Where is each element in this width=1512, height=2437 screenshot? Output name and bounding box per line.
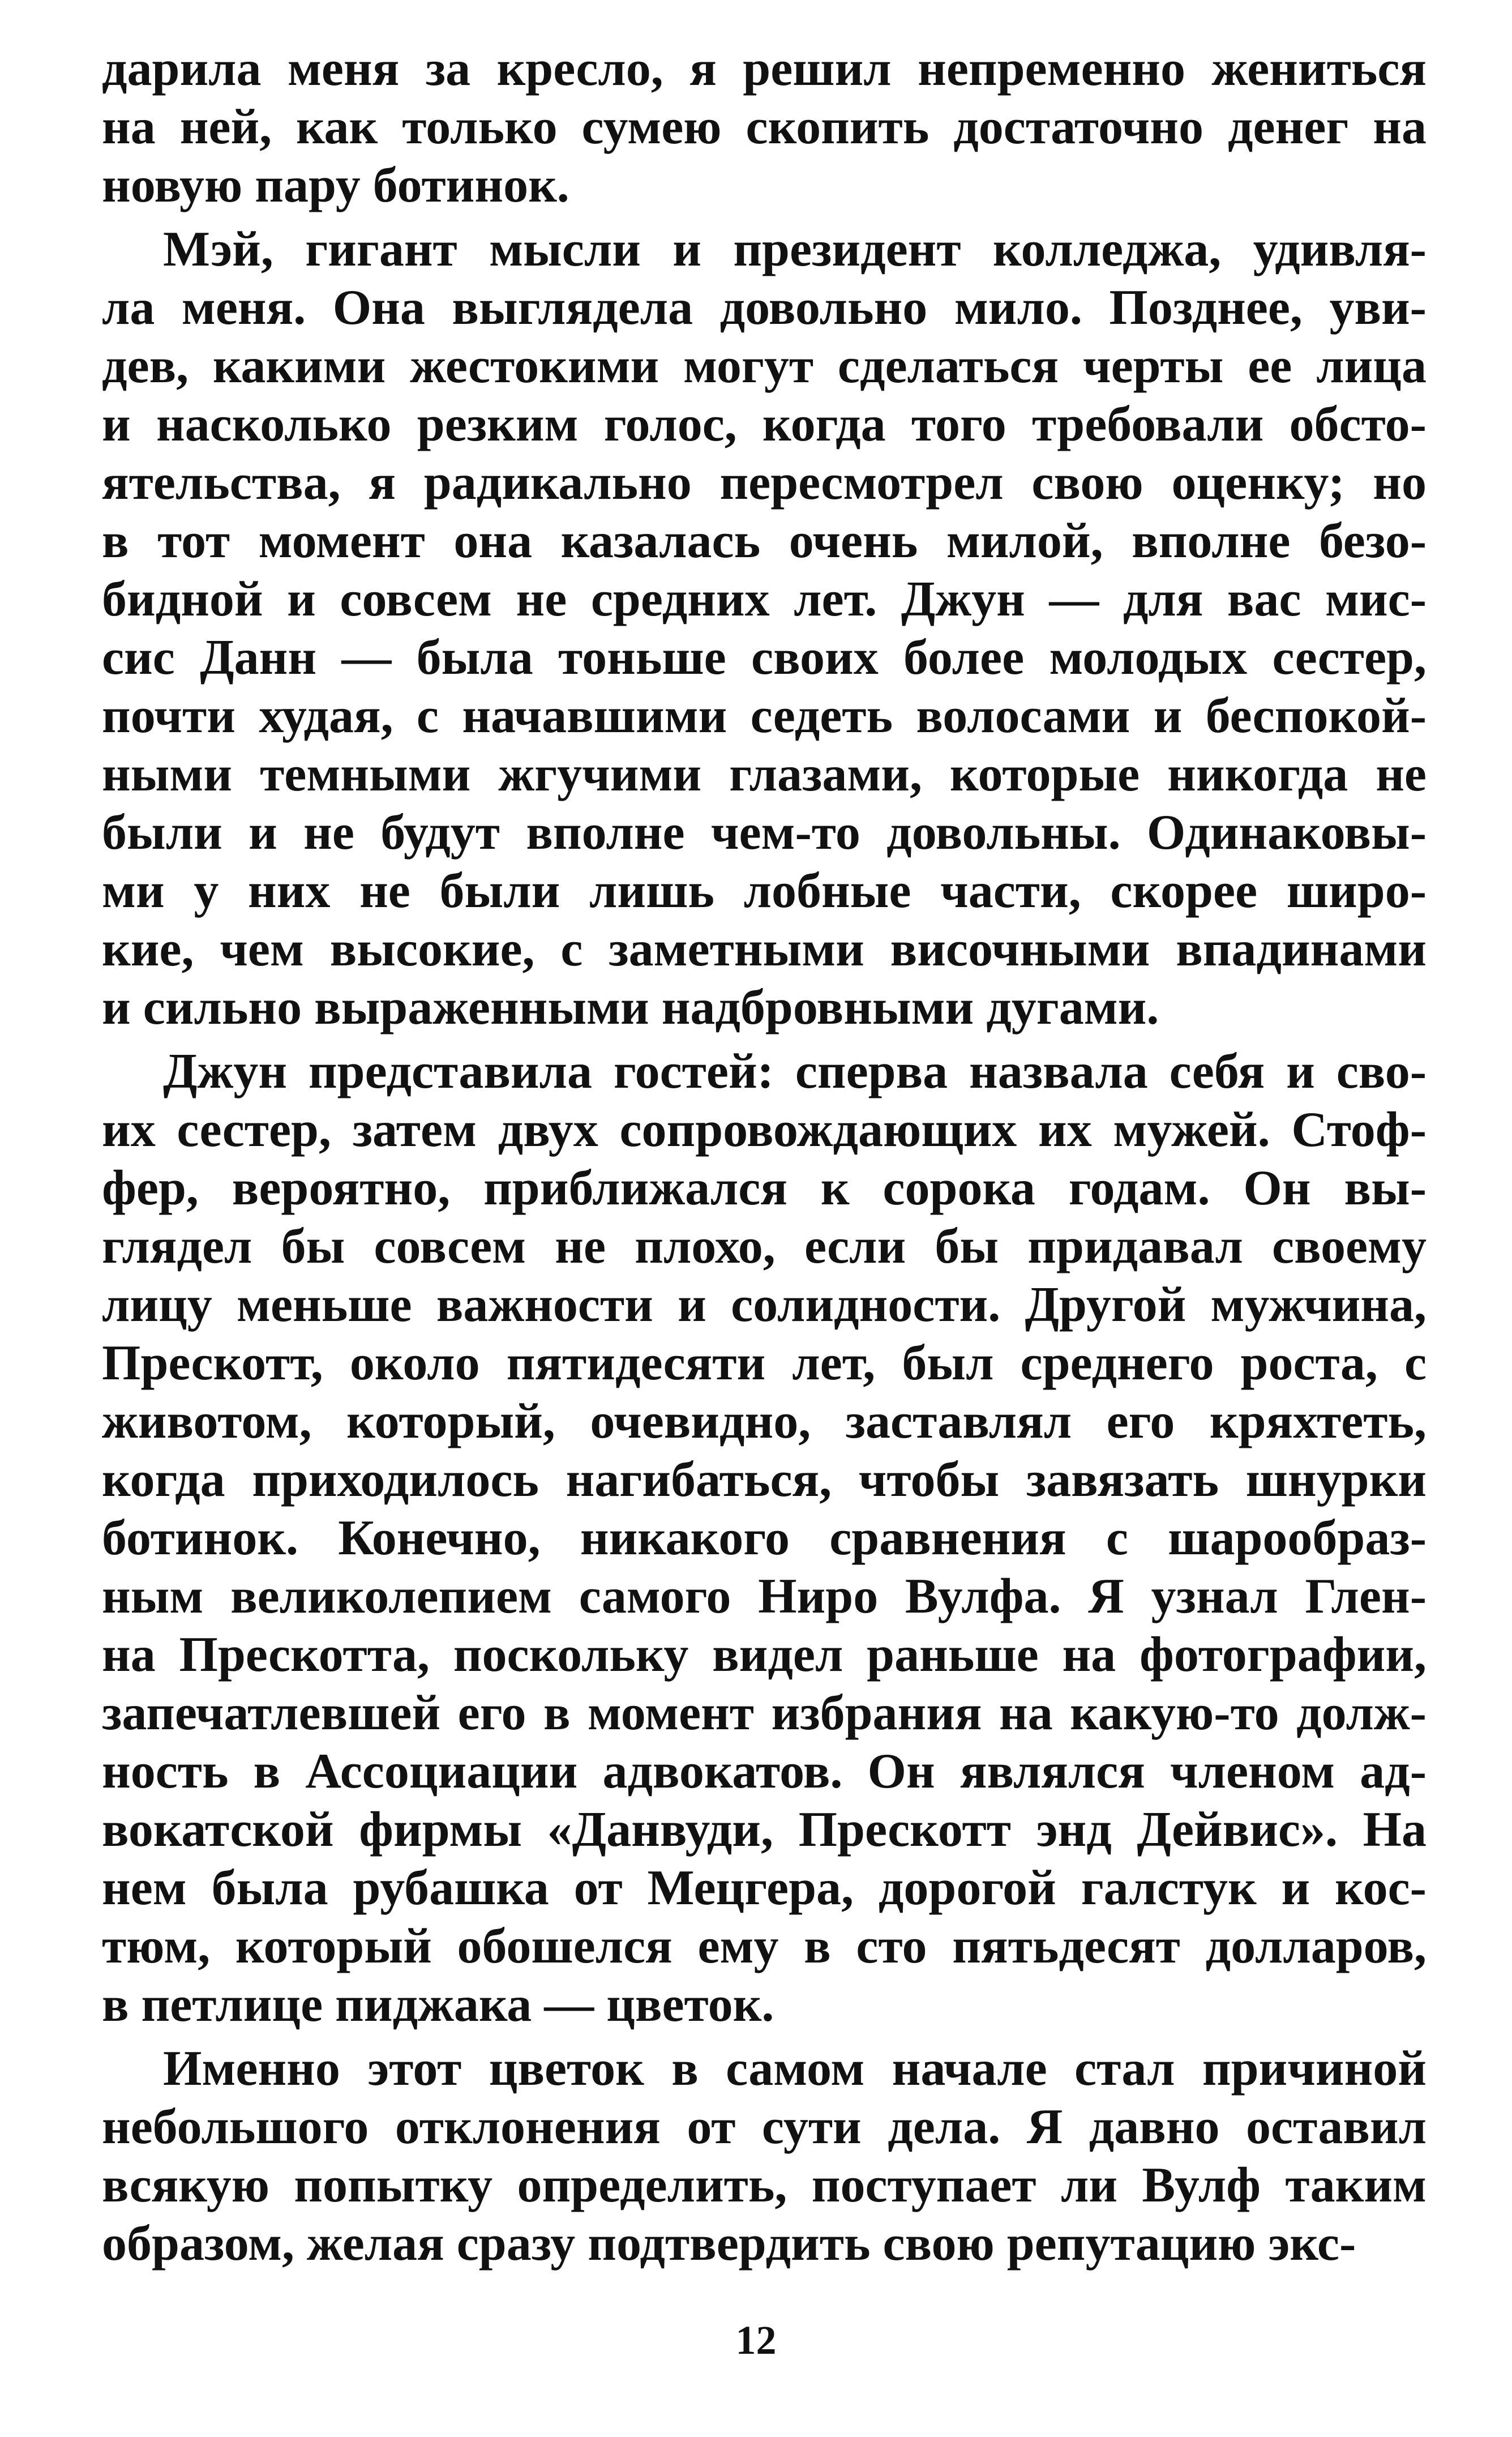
text-line: Именно этот цветок в самом начале стал причиной [163,2041,1427,2096]
text-line: ботинок. Конечно, никакого сравнения с шарообраз- [102,1511,1427,1566]
text-line: когда приходилось нагибаться, чтобы завязать шнурки [102,1452,1427,1507]
text-line: фер, вероятно, приближался к сорока годам. Он вы- [102,1161,1427,1216]
text-line: Джун представила гостей: сперва назвала себя и сво- [163,1044,1427,1099]
text-line: ми у них не были лишь лобные части, скорее широ- [102,863,1427,918]
page-number: 12 [735,2318,777,2363]
text-line: глядел бы совсем не плохо, если бы придавал своему [102,1219,1427,1274]
text-line: кие, чем высокие, с заметными височными впадинами [102,922,1427,977]
text-line: бидной и совсем не средних лет. Джун — для вас мис- [102,572,1427,627]
text-line: тюм, который обошелся ему в сто пятьдесят долларов, [102,1919,1427,1974]
text-line: дев, какими жестокими могут сделаться черты ее лица [102,339,1427,394]
body-text [102,40,1427,2273]
text-line: Прескотт, около пятидесяти лет, был среднего роста, с [102,1336,1427,1391]
text-line: сис Данн — была тоньше своих более молодых сестер, [102,630,1427,685]
paragraph [102,220,1427,1037]
paragraph [102,2040,1427,2273]
text-line: ность в Ассоциации адвокатов. Он являлся членом ад- [102,1744,1427,1799]
text-line: лицу меньше важности и солидности. Другой мужчина, [102,1277,1427,1332]
text-line: дарила меня за кресло, я решил непременно жениться [102,41,1427,96]
text-line: ными темными жгучими глазами, которые никогда не [102,747,1427,802]
text-line: животом, который, очевидно, заставлял его кряхтеть, [102,1394,1427,1449]
text-line: на Прескотта, поскольку видел раньше на фотографии, [102,1627,1427,1682]
paragraph-gap [102,215,1427,220]
text-line: ным великолепием самого Ниро Вулфа. Я узнал Глен- [102,1569,1427,1624]
paragraph [102,40,1427,215]
text-line: нем была рубашка от Мецгера, дорогой галстук и кос- [102,1861,1427,1916]
paragraph-gap [102,2034,1427,2040]
text-line: Мэй, гигант мысли и президент колледжа, удивля- [163,222,1427,277]
text-line: на ней, как только сумею скопить достаточно денег на [102,100,1427,155]
text-line: запечатлевшей его в момент избрания на какую-то долж- [102,1686,1427,1741]
text-line: и сильно выраженными надбровными дугами. [102,980,1159,1035]
text-line: небольшого отклонения от сути дела. Я давно оставил [102,2100,1427,2154]
text-line: ла меня. Она выглядела довольно мило. Позднее, уви- [102,280,1427,335]
text-line: почти худая, с начавшими седеть волосами и беспокой- [102,689,1427,743]
paragraph [102,1042,1427,2034]
text-line: в тот момент она казалась очень милой, вполне безо- [102,514,1427,568]
text-line: всякую попытку определить, поступает ли Вулф таким [102,2158,1427,2213]
text-line: образом, желая сразу подтвердить свою репутацию экс- [102,2216,1356,2271]
text-line: вокатской фирмы «Данвуди, Прескотт энд Дейвис». На [102,1802,1427,1857]
text-line: были и не будут вполне чем-то довольны. Одинаковы- [102,805,1427,860]
text-line: новую пару ботинок. [102,158,569,213]
text-line: их сестер, затем двух сопровождающих их мужей. Стоф- [102,1102,1427,1157]
text-line: в петлице пиджака — цветок. [102,1977,774,2032]
paragraph-gap [102,1037,1427,1042]
text-line: ятельства, я радикально пересмотрел свою оценку; но [102,455,1427,510]
text-line: и насколько резким голос, когда того требовали обсто- [102,397,1427,452]
